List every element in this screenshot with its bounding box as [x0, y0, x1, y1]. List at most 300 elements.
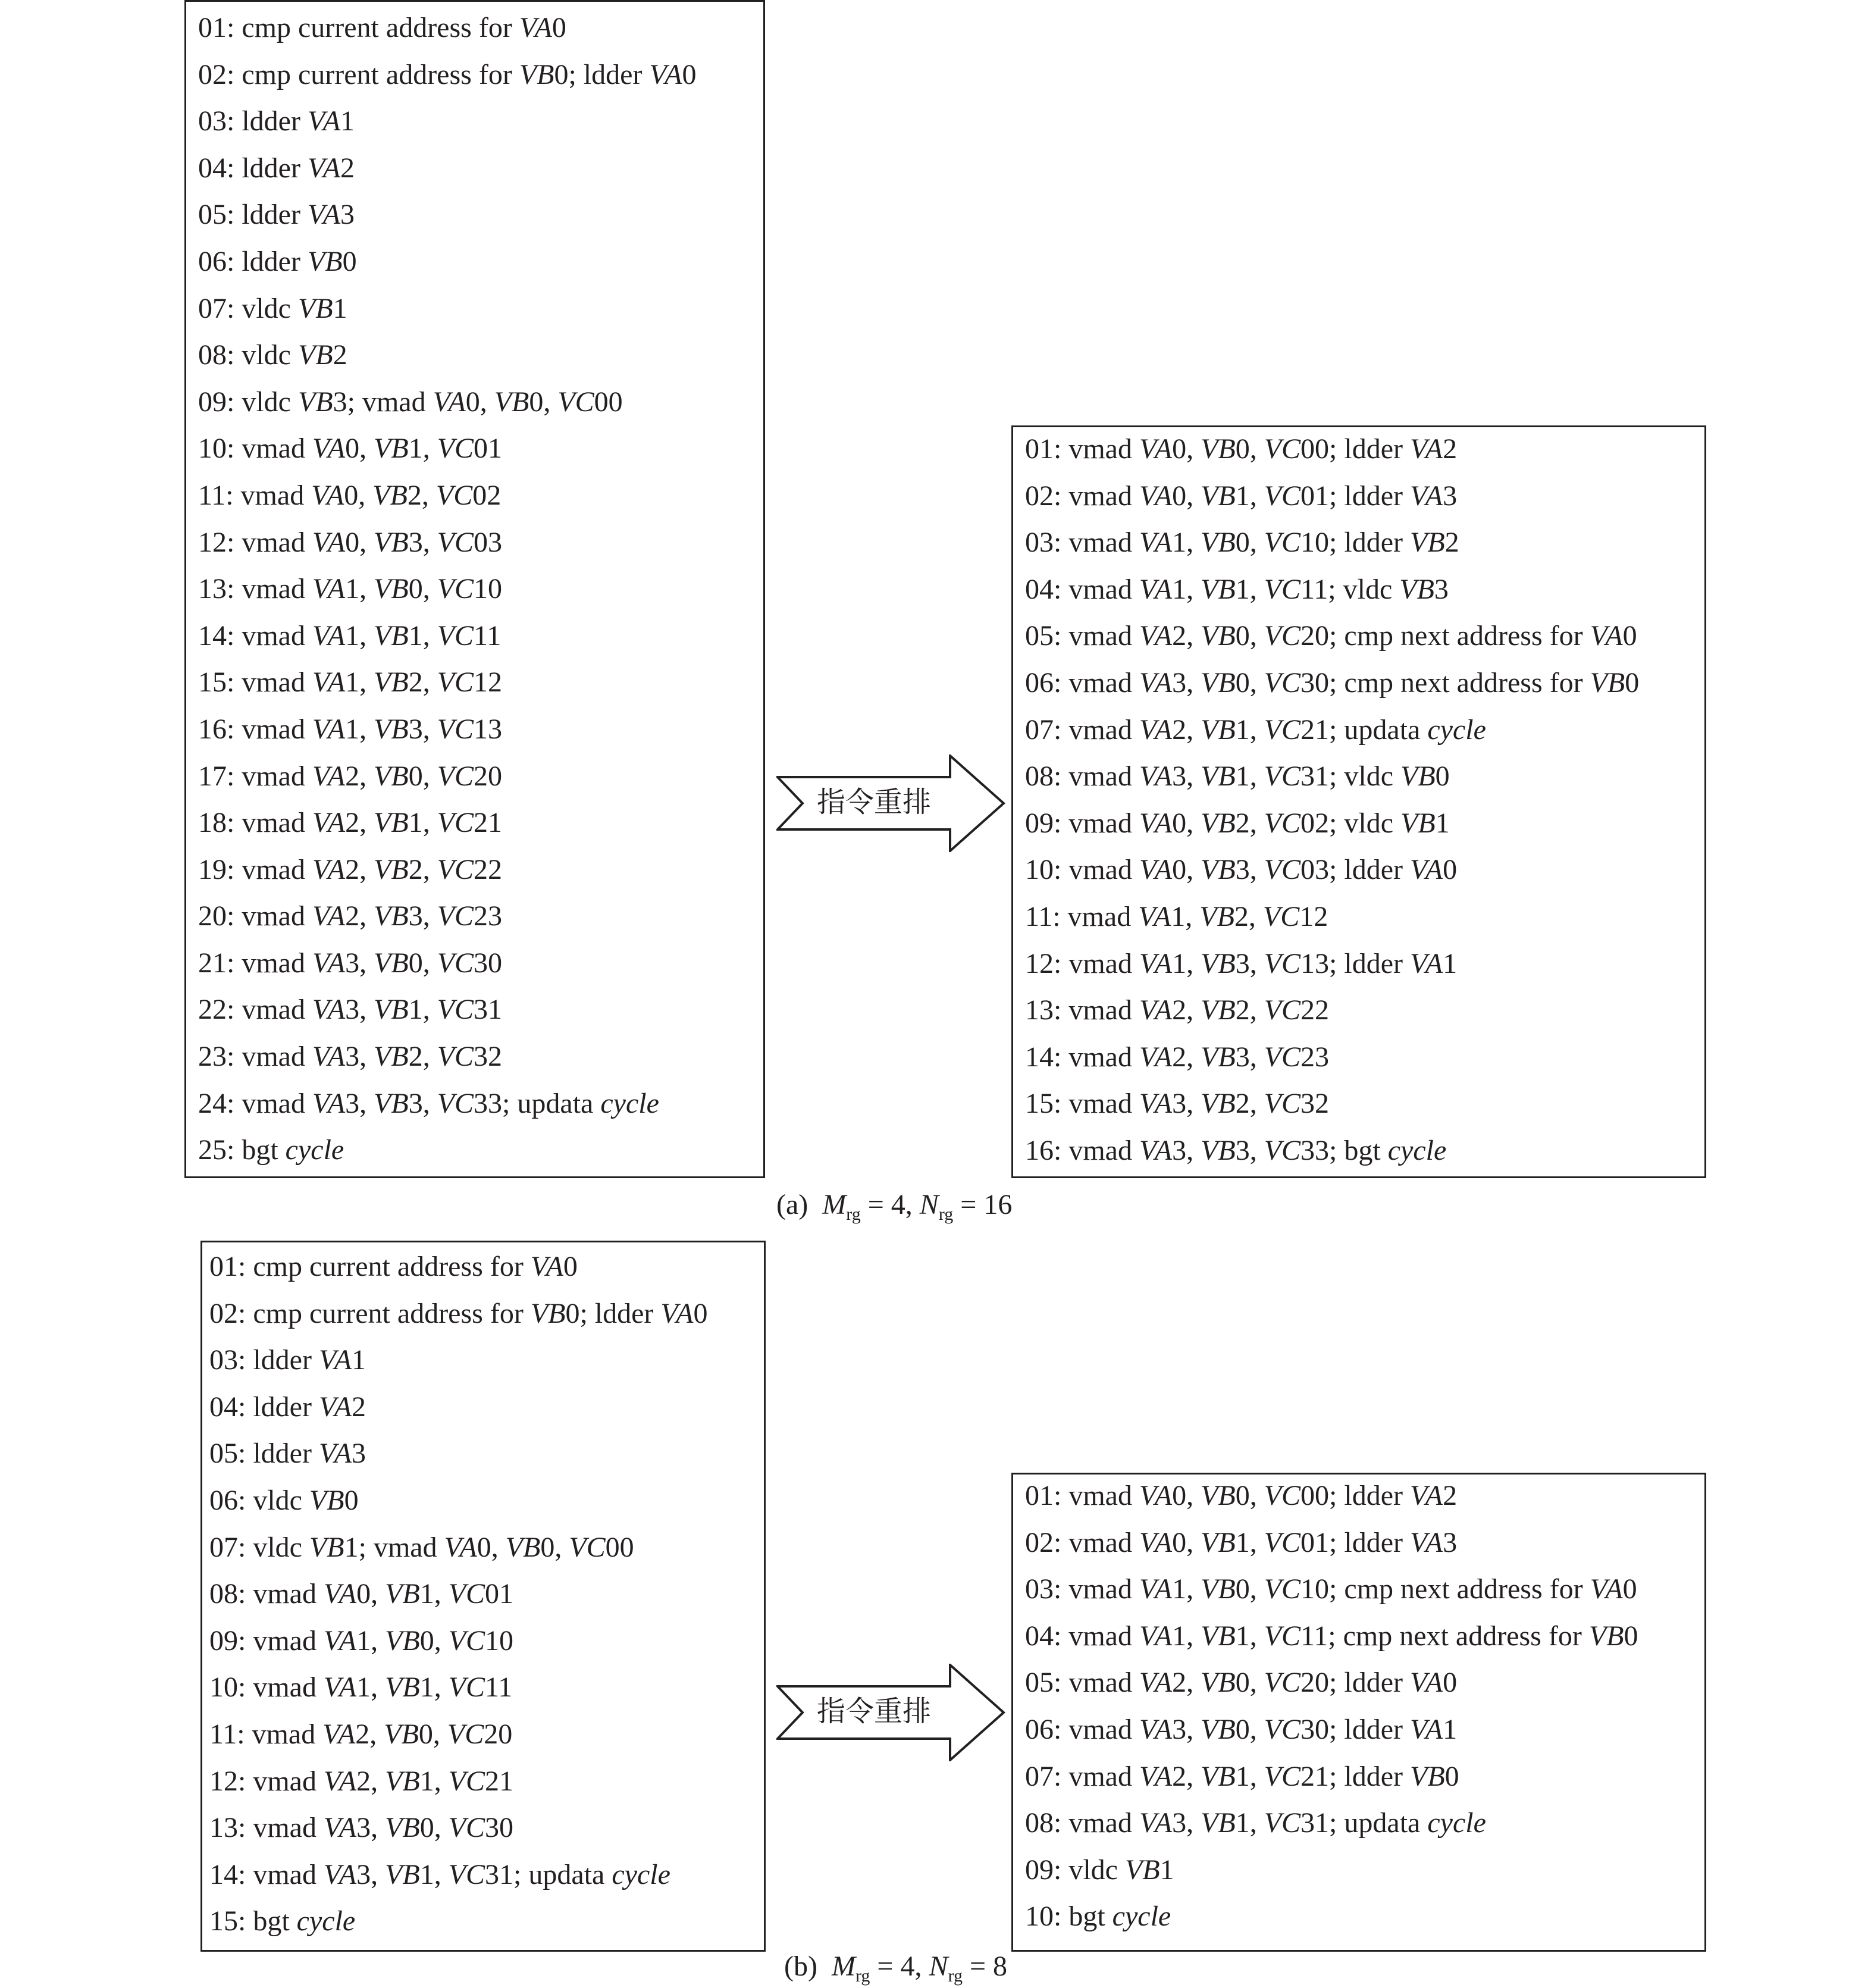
instruction-text: 31; updata	[1300, 1807, 1428, 1839]
figure-a-arrow-label: 指令重排	[817, 785, 932, 819]
caption-b-n-value: = 8	[969, 1951, 1008, 1982]
instruction-symbol: VA	[649, 58, 682, 90]
instruction-text: 2	[1443, 433, 1458, 465]
instruction-text: 0,	[1172, 480, 1201, 512]
instruction-text: 1	[1435, 807, 1450, 839]
instruction-symbol: VA	[311, 479, 344, 511]
instruction-text: 0,	[408, 947, 437, 979]
instruction-line	[209, 1711, 708, 1758]
instruction-text: 2,	[1172, 1041, 1201, 1073]
instruction-text: 08: vmad	[209, 1578, 324, 1610]
instruction-text: 08: vmad	[1025, 760, 1139, 793]
instruction-text: 2,	[345, 853, 374, 885]
instruction-text: 0	[551, 12, 566, 43]
instruction-text: 0	[1622, 1573, 1637, 1605]
instruction-symbol: VA	[1410, 1713, 1443, 1745]
instruction-symbol: VB	[1400, 807, 1436, 839]
instruction-line	[209, 1898, 708, 1945]
instruction-text: 0,	[345, 526, 374, 558]
instruction-text: 1,	[1235, 573, 1264, 605]
instruction-text: 04: vmad	[1025, 573, 1139, 605]
instruction-symbol: VA	[307, 199, 341, 231]
instruction-symbol: VC	[1264, 1713, 1301, 1745]
instruction-text: 3,	[1172, 666, 1201, 699]
instruction-text: 0,	[1172, 433, 1201, 465]
instruction-text: 12: vmad	[198, 526, 312, 558]
instruction-symbol: VA	[1139, 573, 1173, 605]
instruction-text: 3,	[356, 1858, 386, 1890]
instruction-text: 01: vmad	[1025, 1480, 1139, 1511]
caption-b-m-symbol: M	[831, 1951, 855, 1982]
instruction-line	[1025, 847, 1639, 894]
instruction-text: 14: vmad	[1025, 1041, 1139, 1073]
figure-a-before-list	[198, 5, 697, 1174]
instruction-text: 20; cmp next address for	[1300, 620, 1590, 652]
instruction-text: 2	[1443, 1480, 1458, 1511]
instruction-line	[198, 519, 697, 566]
instruction-line	[198, 659, 697, 706]
instruction-text: 08: vmad	[1025, 1807, 1139, 1839]
instruction-text: 12: vmad	[209, 1765, 324, 1797]
instruction-text: 2,	[1234, 900, 1263, 932]
instruction-symbol: VA	[1410, 480, 1443, 512]
instruction-symbol: VA	[1410, 1526, 1443, 1558]
instruction-text: 1	[1443, 1713, 1458, 1745]
instruction-text: 3,	[1172, 1807, 1201, 1839]
instruction-symbol: VC	[1264, 573, 1301, 605]
instruction-symbol: VB	[1201, 573, 1236, 605]
instruction-line	[1025, 1034, 1639, 1081]
instruction-symbol: VB	[1201, 620, 1236, 652]
instruction-text: 3,	[408, 526, 437, 558]
instruction-symbol: VB	[374, 526, 409, 558]
instruction-text: 1	[352, 1344, 366, 1376]
instruction-line	[209, 1524, 708, 1571]
instruction-symbol: VA	[323, 1671, 357, 1704]
instruction-symbol: VB	[385, 1858, 420, 1890]
instruction-text: 19: vmad	[198, 853, 312, 885]
instruction-line	[1025, 426, 1639, 473]
instruction-text: 3; vmad	[333, 386, 433, 418]
instruction-symbol: VB	[1588, 1620, 1624, 1652]
instruction-text: 15: vmad	[1025, 1088, 1139, 1120]
instruction-symbol: VA	[312, 713, 346, 745]
instruction-line	[1025, 1613, 1638, 1660]
instruction-symbol: VB	[1201, 480, 1236, 512]
instruction-text: 10: vmad	[209, 1671, 324, 1704]
instruction-text: 05: vmad	[1025, 620, 1139, 652]
instruction-text: 33; updata	[474, 1087, 601, 1119]
instruction-symbol: VC	[1264, 994, 1301, 1026]
instruction-symbol: VA	[312, 947, 346, 979]
instruction-text: 1,	[345, 573, 374, 605]
instruction-symbol: VC	[448, 1858, 485, 1890]
instruction-line	[1025, 473, 1639, 520]
instruction-symbol: VA	[1139, 1088, 1173, 1120]
instruction-symbol: VB	[1124, 1854, 1160, 1886]
instruction-text: 21: vmad	[198, 947, 312, 979]
instruction-line	[198, 332, 697, 379]
instruction-symbol: VC	[1264, 1526, 1301, 1558]
instruction-text: 01: cmp current address for	[198, 12, 519, 43]
instruction-text: 06: vldc	[209, 1484, 309, 1516]
instruction-symbol: VB	[374, 1087, 409, 1119]
instruction-text: 06: vmad	[1025, 666, 1139, 699]
instruction-text: 00	[594, 386, 623, 418]
instruction-text: 0,	[1172, 1480, 1201, 1511]
instruction-symbol: VA	[1139, 620, 1173, 652]
instruction-text: 3,	[1235, 854, 1264, 886]
instruction-line	[1025, 1660, 1638, 1707]
instruction-line	[1025, 519, 1639, 566]
instruction-symbol: VB	[374, 433, 409, 465]
instruction-text: 07: vldc	[209, 1531, 309, 1563]
instruction-line	[1025, 1800, 1638, 1847]
instruction-symbol: VC	[448, 1624, 485, 1657]
instruction-text: 0,	[344, 479, 373, 511]
instruction-text: 1,	[1235, 1760, 1264, 1792]
instruction-line	[198, 706, 697, 753]
instruction-text: 3,	[408, 713, 437, 745]
instruction-symbol: VA	[312, 853, 346, 885]
instruction-text: 11	[474, 619, 502, 652]
instruction-text: 0	[344, 1484, 359, 1516]
instruction-text: 0	[1622, 620, 1637, 652]
instruction-text: 1,	[1172, 527, 1201, 559]
instruction-symbol: VA	[1139, 666, 1173, 699]
instruction-text: 20; ldder	[1300, 1667, 1411, 1699]
instruction-text: 1,	[1235, 480, 1264, 512]
instruction-text: 31; vldc	[1300, 760, 1401, 793]
instruction-text: 3	[352, 1438, 366, 1470]
instruction-line	[198, 987, 697, 1034]
instruction-text: 1,	[419, 1671, 449, 1704]
instruction-symbol: VB	[374, 760, 409, 792]
instruction-text: 31	[474, 994, 503, 1026]
instruction-text: 22: vmad	[198, 994, 312, 1026]
instruction-symbol: VC	[437, 947, 474, 979]
instruction-symbol: VA	[318, 1344, 352, 1376]
instruction-symbol: VA	[1139, 760, 1173, 793]
instruction-line	[209, 1758, 708, 1805]
instruction-symbol: VC	[437, 1041, 474, 1073]
instruction-symbol: VB	[385, 1765, 420, 1797]
instruction-symbol: VB	[309, 1484, 344, 1516]
instruction-line	[198, 753, 697, 800]
instruction-text: 09: vldc	[198, 386, 298, 418]
instruction-text: 0	[682, 58, 697, 90]
instruction-symbol: VC	[437, 853, 474, 885]
caption-a-n-subscript: rg	[938, 1204, 954, 1224]
instruction-line	[1025, 987, 1639, 1034]
instruction-text: 0	[1443, 854, 1458, 886]
instruction-line	[209, 1430, 708, 1477]
instruction-text: 3,	[345, 1041, 374, 1073]
instruction-text: 0,	[1235, 620, 1264, 652]
instruction-line	[198, 1081, 697, 1128]
instruction-symbol: VB	[1201, 1713, 1236, 1745]
instruction-symbol: VB	[1410, 527, 1445, 559]
caption-a-n-value: = 16	[960, 1189, 1013, 1220]
instruction-text: 20	[484, 1718, 513, 1750]
instruction-text: 0,	[356, 1578, 386, 1610]
instruction-symbol: VB	[374, 1041, 409, 1073]
instruction-symbol: VC	[557, 386, 594, 418]
instruction-symbol: VB	[1400, 760, 1436, 793]
instruction-text: 15: vmad	[198, 666, 312, 699]
instruction-symbol: VB	[297, 292, 333, 324]
instruction-text: 20	[474, 760, 503, 792]
instruction-text: 2,	[1172, 1667, 1201, 1699]
instruction-text: 0	[563, 1251, 578, 1282]
instruction-text: 23	[1300, 1041, 1330, 1073]
instruction-text: 03: vmad	[1025, 527, 1139, 559]
instruction-text: 3,	[1172, 1134, 1201, 1166]
instruction-text: 0,	[1235, 666, 1264, 699]
instruction-symbol: VB	[1201, 1480, 1236, 1511]
instruction-symbol: VC	[569, 1531, 606, 1563]
instruction-symbol: VB	[374, 900, 409, 932]
instruction-symbol: VA	[1410, 1480, 1443, 1511]
instruction-text: 04: vmad	[1025, 1620, 1139, 1652]
instruction-line	[198, 800, 697, 847]
instruction-symbol: VB	[385, 1578, 420, 1610]
instruction-text: 3	[1443, 480, 1458, 512]
instruction-text: 0,	[1235, 1573, 1264, 1605]
instruction-symbol: VB	[530, 1297, 566, 1329]
instruction-symbol: VB	[1201, 1134, 1236, 1166]
instruction-text: 0,	[408, 760, 437, 792]
instruction-text: 01	[474, 433, 503, 465]
instruction-symbol: VA	[312, 433, 346, 465]
instruction-text: 2,	[345, 900, 374, 932]
instruction-text: 0,	[418, 1718, 447, 1750]
instruction-symbol: cycle	[296, 1905, 356, 1937]
instruction-text: 01	[485, 1578, 514, 1610]
figure-b-before-list	[209, 1244, 708, 1945]
instruction-symbol: VA	[322, 1718, 356, 1750]
instruction-symbol: VC	[1264, 807, 1301, 839]
instruction-symbol: VA	[312, 666, 346, 699]
instruction-text: 1,	[1235, 1620, 1264, 1652]
instruction-line	[1025, 941, 1639, 988]
instruction-text: 03: ldder	[198, 105, 308, 137]
caption-a-n-symbol: N	[919, 1189, 939, 1220]
instruction-text: 2,	[407, 479, 436, 511]
instruction-symbol: VB	[374, 994, 409, 1026]
instruction-symbol: cycle	[1427, 1807, 1486, 1839]
instruction-symbol: cycle	[612, 1858, 670, 1890]
instruction-line	[198, 1127, 697, 1174]
instruction-symbol: VC	[448, 1578, 485, 1610]
instruction-symbol: VA	[1139, 1480, 1173, 1511]
instruction-symbol: VC	[1262, 900, 1300, 932]
instruction-text: 06: vmad	[1025, 1713, 1139, 1745]
instruction-symbol: VA	[312, 526, 346, 558]
instruction-text: 0,	[1235, 433, 1264, 465]
instruction-symbol: VC	[437, 760, 474, 792]
instruction-text: 10: vmad	[1025, 854, 1139, 886]
caption-b-n-subscript: rg	[948, 1966, 963, 1986]
instruction-symbol: VA	[323, 1578, 357, 1610]
instruction-symbol: VC	[437, 807, 474, 839]
instruction-symbol: VA	[1139, 1760, 1173, 1792]
instruction-symbol: VC	[435, 479, 473, 511]
instruction-symbol: VA	[323, 1765, 357, 1797]
instruction-text: 3,	[1235, 1041, 1264, 1073]
instruction-text: 02: vmad	[1025, 1526, 1139, 1558]
instruction-text: 0,	[419, 1812, 449, 1844]
instruction-text: 04: ldder	[198, 152, 308, 184]
instruction-text: 32	[474, 1041, 503, 1073]
instruction-line	[198, 286, 697, 333]
instruction-text: 2,	[1235, 1088, 1264, 1120]
instruction-symbol: VA	[530, 1251, 563, 1282]
instruction-line	[198, 145, 697, 192]
instruction-text: 1	[1160, 1854, 1174, 1886]
instruction-text: 2,	[1235, 994, 1264, 1026]
instruction-symbol: VA	[318, 1438, 352, 1470]
instruction-text: 0,	[477, 1531, 506, 1563]
instruction-text: 13	[474, 713, 503, 745]
instruction-symbol: VA	[312, 619, 346, 652]
instruction-text: 1,	[356, 1624, 386, 1657]
instruction-symbol: VA	[1139, 994, 1173, 1026]
instruction-text: 3,	[408, 1087, 437, 1119]
instruction-text: 1	[333, 292, 347, 324]
instruction-symbol: VB	[1201, 1620, 1236, 1652]
instruction-symbol: VA	[1410, 1667, 1443, 1699]
instruction-text: 07: vmad	[1025, 1760, 1139, 1792]
instruction-text: 0	[1435, 760, 1450, 793]
instruction-symbol: VB	[1201, 1760, 1236, 1792]
instruction-text: 31; updata	[485, 1858, 612, 1890]
figure-b-before-box	[200, 1241, 766, 1952]
instruction-line	[209, 1805, 708, 1852]
instruction-line	[198, 1034, 697, 1081]
instruction-text: 11; vldc	[1300, 573, 1400, 605]
instruction-text: 1,	[345, 713, 374, 745]
instruction-text: 02	[472, 479, 502, 511]
instruction-text: 22	[1300, 994, 1330, 1026]
instruction-text: 0,	[345, 433, 374, 465]
instruction-symbol: VA	[1590, 1573, 1623, 1605]
instruction-symbol: VA	[312, 994, 346, 1026]
caption-a-m-value: = 4,	[867, 1189, 913, 1220]
instruction-text: 10: vmad	[198, 433, 312, 465]
instruction-symbol: VB	[1201, 1526, 1236, 1558]
instruction-text: 2	[333, 339, 347, 371]
instruction-symbol: VB	[1201, 666, 1236, 699]
instruction-text: 12	[474, 666, 503, 699]
instruction-text: 13: vmad	[209, 1812, 324, 1844]
instruction-symbol: VB	[1590, 666, 1625, 699]
instruction-line	[198, 425, 697, 472]
caption-a-label: (a)	[776, 1189, 808, 1220]
instruction-line	[1025, 1754, 1638, 1801]
instruction-text: 0; ldder	[554, 58, 650, 90]
instruction-text: 00; ldder	[1300, 1480, 1411, 1511]
instruction-symbol: VB	[1201, 994, 1236, 1026]
instruction-symbol: VA	[312, 760, 346, 792]
instruction-text: 1,	[1235, 760, 1264, 793]
instruction-symbol: VB	[374, 573, 409, 605]
instruction-text: 1,	[1235, 1526, 1264, 1558]
instruction-text: 2,	[408, 666, 437, 699]
instruction-symbol: VC	[1264, 713, 1301, 746]
instruction-text: 16: vmad	[198, 713, 312, 745]
instruction-symbol: VA	[519, 12, 552, 43]
instruction-symbol: VA	[307, 152, 341, 184]
instruction-text: 2,	[1172, 994, 1201, 1026]
instruction-text: 11: vmad	[1025, 900, 1139, 932]
instruction-text: 3,	[408, 900, 437, 932]
instruction-symbol: cycle	[600, 1087, 659, 1119]
instruction-text: 1,	[1172, 1573, 1201, 1605]
instruction-symbol: VB	[1201, 947, 1236, 979]
instruction-text: 05: ldder	[198, 199, 308, 231]
instruction-text: 32	[1300, 1088, 1330, 1120]
instruction-symbol: VB	[1201, 1088, 1236, 1120]
instruction-symbol: VA	[1139, 1807, 1173, 1839]
instruction-text: 15: bgt	[209, 1905, 297, 1937]
instruction-text: 21; ldder	[1300, 1760, 1411, 1792]
instruction-text: 30; ldder	[1300, 1713, 1411, 1745]
instruction-symbol: VA	[1139, 1620, 1173, 1652]
instruction-symbol: VA	[1139, 854, 1173, 886]
figure-b-after-list	[1025, 1473, 1638, 1940]
instruction-symbol: VC	[448, 1671, 485, 1704]
instruction-text: 1,	[408, 994, 437, 1026]
instruction-symbol: VC	[437, 1087, 474, 1119]
instruction-symbol: VC	[1264, 480, 1301, 512]
instruction-symbol: VB	[374, 713, 409, 745]
instruction-line	[1025, 707, 1639, 754]
instruction-line	[1025, 1473, 1638, 1520]
instruction-line	[209, 1291, 708, 1338]
instruction-text: 02: cmp current address for	[209, 1297, 531, 1329]
instruction-text: 13: vmad	[198, 573, 312, 605]
instruction-symbol: VC	[437, 433, 474, 465]
instruction-line	[198, 379, 697, 426]
instruction-text: 22	[474, 853, 503, 885]
instruction-text: 09: vmad	[209, 1624, 324, 1657]
instruction-text: 12: vmad	[1025, 947, 1139, 979]
instruction-symbol: VB	[385, 1812, 420, 1844]
instruction-symbol: VA	[312, 573, 346, 605]
instruction-text: 2,	[1172, 1760, 1201, 1792]
instruction-text: 02: vmad	[1025, 480, 1139, 512]
instruction-text: 0,	[529, 386, 558, 418]
instruction-text: 02: cmp current address for	[198, 58, 519, 90]
instruction-text: 11; cmp next address for	[1300, 1620, 1589, 1652]
instruction-symbol: VC	[437, 666, 474, 699]
instruction-text: 33; bgt	[1300, 1134, 1388, 1166]
instruction-text: 03	[474, 526, 503, 558]
instruction-line	[209, 1664, 708, 1711]
instruction-text: 25: bgt	[198, 1134, 286, 1166]
instruction-symbol: VA	[1139, 433, 1173, 465]
instruction-symbol: cycle	[285, 1134, 344, 1166]
instruction-text: 3,	[1172, 1088, 1201, 1120]
instruction-symbol: VA	[1139, 947, 1173, 979]
instruction-symbol: VB	[385, 1671, 420, 1704]
instruction-symbol: VC	[1264, 1620, 1301, 1652]
instruction-line	[198, 98, 697, 145]
instruction-text: 1,	[1235, 713, 1264, 746]
instruction-line	[198, 847, 697, 894]
instruction-line	[209, 1571, 708, 1618]
